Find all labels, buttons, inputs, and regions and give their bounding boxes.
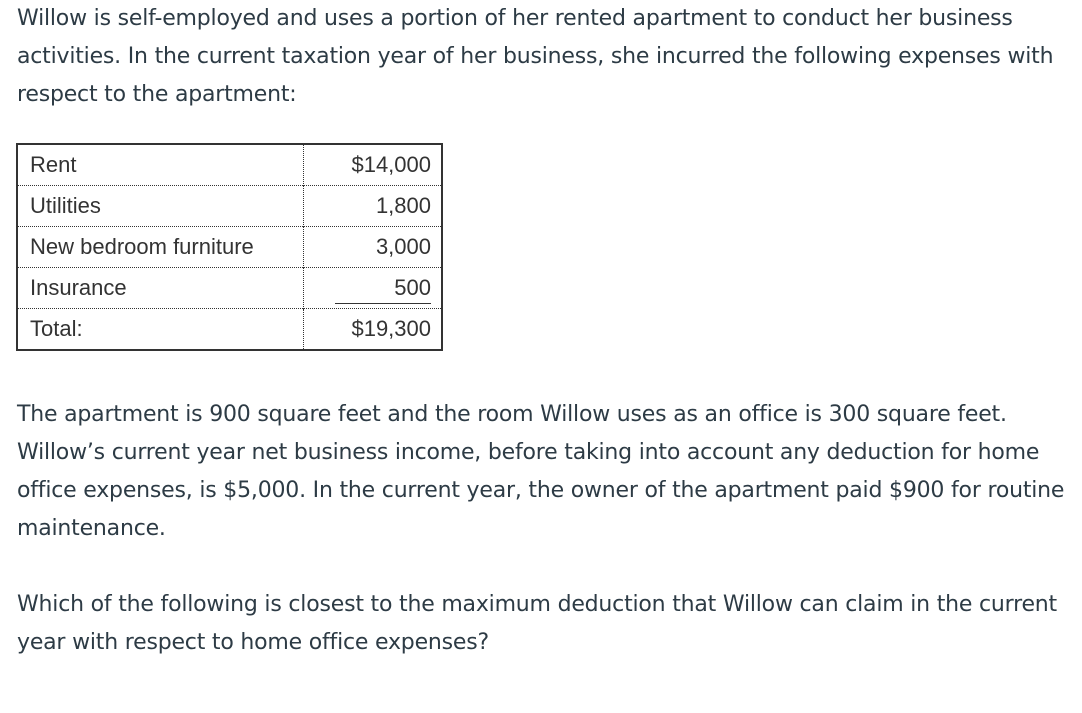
expense-amount-underlined: 500 (335, 273, 431, 304)
question-paragraph: Which of the following is closest to the maximum deduction that Willow can claim in the current year with respect to home office expenses? (17, 592, 1057, 655)
table-row (17, 186, 442, 227)
expense-label: Utilities (17, 186, 304, 227)
total-amount: $19,300 (304, 309, 443, 351)
expense-label: Insurance (17, 268, 304, 309)
intro-paragraph: Willow is self-employed and uses a portion of her rented apartment to conduct her business activities. In the current taxation year of her business, she incurred the following expenses with respect to the apartment: (17, 6, 1054, 107)
table-row (17, 144, 442, 186)
expense-amount: 1,800 (304, 186, 443, 227)
expense-amount: $14,000 (351, 152, 431, 177)
expense-amount: 3,000 (304, 227, 443, 268)
details-paragraph: The apartment is 900 square feet and the room Willow uses as an office is 300 square feet. Willow’s current year net business income, before taking into account any deduction for home office expenses, is $5,000. In the current year, the owner of the apartment paid $900 for routine maintenance. (17, 402, 1065, 541)
total-label: Total: (17, 309, 304, 351)
table-row-total (17, 309, 442, 351)
table-row (17, 268, 442, 309)
expense-label: Rent (17, 144, 304, 186)
expenses-table (16, 143, 443, 351)
expense-amount (304, 268, 443, 309)
expense-label: New bedroom furniture (17, 227, 304, 268)
table-row (17, 227, 442, 268)
